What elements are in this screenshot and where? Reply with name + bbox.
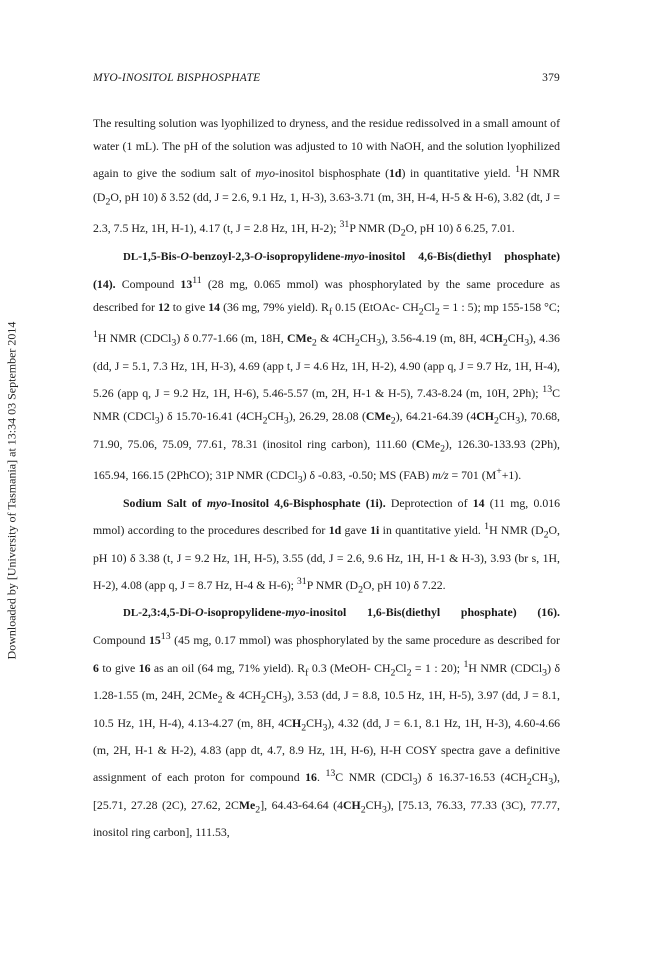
download-stamp — [6, 280, 18, 700]
page-number: 379 — [542, 72, 560, 84]
running-header — [93, 72, 560, 84]
download-stamp-text: Downloaded by [University of Tasmania] at 13:34 03 September 2014 — [4, 321, 19, 659]
running-title: MYO-INOSITOL BISPHOSPHATE — [93, 72, 261, 84]
article-body — [93, 112, 560, 845]
paragraph-compound-16: DL-2,3:4,5-Di-O-isopropylidene-myo-inositol 1,6-Bis(diethyl phosphate) (16). Compound $15^{13}$ (45 mg, 0.17 mmol) was phosphorylated by the same procedure as described for 6 to give 16 as an oil (64 mg, 71% yield). $R_f$ 0.3 (MeOH- $CH_2Cl_2 = 1$ : 20); $^1$H NMR (CDCl$_3$) δ 1.28-1.55 (m, 24H, 2CMe$_2$ & $4CH_2CH_3$), 3.53 (dd, J = 8.8, 10.5 Hz, 1H, H-5), 3.97 (dd, J = 8.1, 10.5 Hz, 1H, H-4), 4.13-4.27 (m, 8H, $4CH_2CH_3$), 4.32 (dd, J = 6.1, 8.1 Hz, 1H, H-3), 4.60-4.66 (m, 2H, H-1 & H-2), 4.83 (app dt, 4.7, 8.9 Hz, 1H, H-6), H-H COSY spectra gave a definitive assignment of each proton for compound 16. $^{13}$C NMR (CDCl$_3$) δ 16.37-16.53 $(4CH_2CH_3)$, [25.71, 27.28 (2C), 27.62, 2CMe$_2$], 64.43-64.64 $(4CH_2CH_3)$, [75.13, 76.33, 77.33 (3C), 77.77, inositol ring carbon], 111.53, — [93, 605, 561, 840]
paragraph-compound-14: DL-1,5-Bis-O-benzoyl-2,3-O-isopropylidene-myo-inositol 4,6-Bis(diethyl phosphate) (14). Compound $13^{11}$ (28 mg, 0.065 mmol) was phosphorylated by the same procedure as described for 12 to give 14 (36 mg, 79% yield). $R_f$ 0.15 (EtOAc- $CH_2Cl_2 = 1$ : 5); mp 155-158 °C; $^1$H NMR (CDCl$_3$) δ 0.77-1.66 (m, 18H, CMe$_2$ & $4CH_2CH_3$), 3.56-4.19 (m, 8H, $4CH_2CH_3$), 4.36 (dd, J = 5.1, 7.3 Hz, 1H, H-3), 4.69 (app t, J = 4.6 Hz, 1H, H-2), 4.90 (app q, J = 9.7 Hz, 1H, H-4), 5.26 (app q, J = 9.2 Hz, 1H, H-6), 5.46-5.57 (m, 2H, H-1 & H-5), 7.43-8.24 (m, 10H, 2Ph); $^{13}$C NMR (CDCl$_3$) δ 15.70-16.41 $(4CH_2CH_3)$, 26.29, 28.08 (CMe$_2$), 64.21-64.39 $(4CH_2CH_3)$, 70.68, 71.90, 75.06, 75.09, 77.61, 78.31 (inositol ring carbon), 111.60 (CMe$_2$), 126.30-133.93 (2Ph), 165.94, 166.15 (2PhCO); 31P NMR (CDCl$_3$) δ -0.83, -0.50; MS (FAB) m/z = 701 (M++1). — [93, 248, 560, 486]
paragraph-1d-continuation: The resulting solution was lyophilized to dryness, and the residue redissolved in a small amount of water (1 mL). The pH of the solution was adjusted to 10 with NaOH, and the solution lyophilized again to give the sodium salt of myo-inositol bisphosphate (1d) in quantitative yield. $^1$H NMR ($D_2O$, pH 10) δ 3.52 (dd, J = 2.6, 9.1 Hz, 1, H-3), 3.63-3.71 (m, 3H, H-4, H-5 & H-6), 3.82 (dt, J = 2.3, 7.5 Hz, 1H, H-1), 4.17 (t, J = 2.8 Hz, 1H, H-2); $^{31}$P NMR ($D_2O$, pH 10) δ 6.25, 7.01. — [93, 116, 560, 239]
paragraph-compound-1i: Sodium Salt of myo-Inositol 4,6-Bisphosphate (1i). Deprotection of 14 (11 mg, 0.016 mmol) according to the procedures described for 1d gave 1i in quantitative yield. $^1$H NMR ($D_2O$, pH 10) δ 3.38 (t, J = 9.2 Hz, 1H, H-5), 3.55 (dd, J = 2.6, 9.6 Hz, 1H, H-1 & H-3), 3.93 (br s, 1H, H-2), 4.08 (app q, J = 8.7 Hz, H-4 & H-6); $^{31}$P NMR ($D_2O$, pH 10) δ 7.22. — [93, 495, 561, 596]
